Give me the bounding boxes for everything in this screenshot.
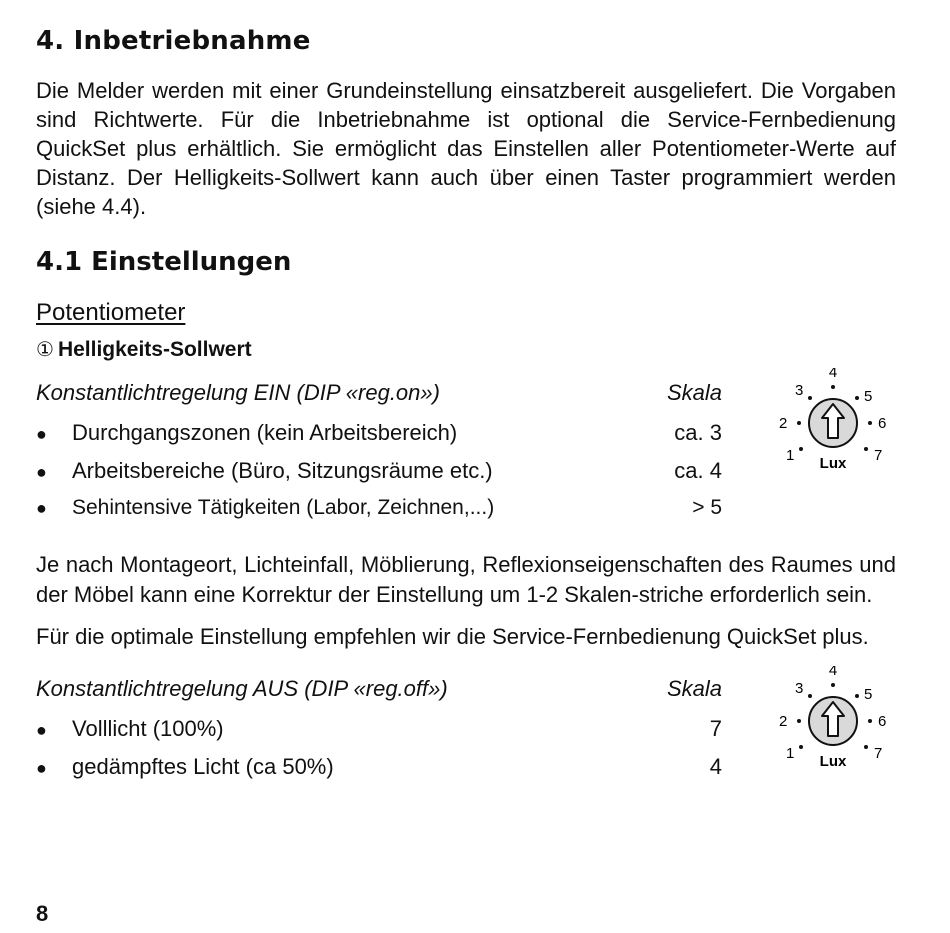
table-header-scale: Skala xyxy=(666,380,722,405)
bullet-icon: ● xyxy=(36,424,47,444)
dial-dot xyxy=(868,421,872,425)
table-row xyxy=(36,754,896,792)
dial-lux-label: Lux xyxy=(819,753,847,770)
dial-dot xyxy=(831,683,835,687)
dial-mark-4: 4 xyxy=(828,666,838,679)
item-title: Helligkeits-Sollwert xyxy=(57,337,252,361)
table-reg-on xyxy=(36,368,896,534)
dial-dot xyxy=(797,719,801,723)
dial-mark-3: 3 xyxy=(795,382,804,399)
dial-mark-1: 1 xyxy=(786,447,795,464)
row-value: 4 xyxy=(709,754,722,779)
row-label: Durchgangszonen (kein Arbeitsbereich) xyxy=(72,420,458,445)
dial-mark-6: 6 xyxy=(878,415,887,432)
bullet-icon: ● xyxy=(36,758,47,778)
table-row xyxy=(36,716,896,754)
bullet-icon: ● xyxy=(36,498,47,518)
row-value: ca. 3 xyxy=(674,420,722,445)
dial-dot xyxy=(799,447,803,451)
bullet-icon: ● xyxy=(36,720,47,740)
dial-mark-5: 5 xyxy=(864,388,873,405)
row-value: ca. 4 xyxy=(674,458,722,483)
dial-dot xyxy=(831,385,835,389)
table-header-scale: Skala xyxy=(666,676,722,701)
dial-dot xyxy=(808,694,812,698)
dial-mark-2: 2 xyxy=(779,415,788,432)
lux-dial-svg xyxy=(768,368,898,488)
lux-dial-diagram xyxy=(768,368,898,488)
dial-dot xyxy=(855,396,859,400)
page-number xyxy=(36,903,48,925)
intro-paragraph: Die Melder werden mit einer Grundeinstellung einsatzbereit ausgeliefert. Die Vorgaben sind Richtwerte. Für die Inbetriebnahme ist optional die Service-Fernbedienung QuickSet plus erhältlich. Sie ermöglicht das Einstellen aller Potentiometer-Werte auf Distanz. Der Helligkeits-Sollwert kann auch über einen Taster programmiert werden (siehe 4.4). xyxy=(36,78,896,219)
table-reg-off xyxy=(36,666,896,792)
lux-dial-diagram xyxy=(768,666,898,786)
row-value: 7 xyxy=(709,716,722,741)
document-page xyxy=(36,26,896,792)
note-paragraph-1: Je nach Montageort, Lichteinfall, Möblierung, Reflexionseigenschaften des Raumes und der Möbel kann eine Korrektur der Einstellung um 1-2 Skalen-striche erforderlich sein. xyxy=(36,552,896,607)
note-paragraph-2: Für die optimale Einstellung empfehlen wir die Service-Fernbedienung QuickSet plus. xyxy=(36,624,869,649)
subsection-title: 4.1 Einstellungen xyxy=(36,247,292,277)
dial-dot xyxy=(808,396,812,400)
dial-mark-6: 6 xyxy=(878,713,887,730)
dial-dot xyxy=(868,719,872,723)
setting-heading xyxy=(36,337,896,362)
table-header-label: Konstantlichtregelung EIN (DIP «reg.on») xyxy=(36,380,440,405)
table-row xyxy=(36,458,896,496)
lux-dial-svg xyxy=(768,666,898,786)
row-label: gedämpftes Licht (ca 50%) xyxy=(72,754,334,779)
item-number: ① xyxy=(36,339,54,361)
dial-dot xyxy=(855,694,859,698)
table-row xyxy=(36,420,896,458)
table-header xyxy=(36,676,896,716)
table-header xyxy=(36,380,896,420)
dial-mark-4: 4 xyxy=(828,368,838,381)
potentiometer-heading: Potentiometer xyxy=(36,299,186,326)
dial-lux-label: Lux xyxy=(819,455,847,472)
section-title: 4. Inbetriebnahme xyxy=(36,26,311,56)
dial-mark-5: 5 xyxy=(864,686,873,703)
dial-dot xyxy=(797,421,801,425)
dial-mark-7: 7 xyxy=(874,447,883,464)
dial-mark-3: 3 xyxy=(795,680,804,697)
row-value: > 5 xyxy=(692,496,722,519)
dial-mark-1: 1 xyxy=(786,745,795,762)
row-label: Sehintensive Tätigkeiten (Labor, Zeichnen,...) xyxy=(72,496,495,519)
table-row xyxy=(36,496,896,534)
bullet-icon: ● xyxy=(36,462,47,482)
dial-mark-7: 7 xyxy=(874,745,883,762)
dial-dot xyxy=(864,447,868,451)
dial-dot xyxy=(864,745,868,749)
dial-mark-2: 2 xyxy=(779,713,788,730)
row-label: Volllicht (100%) xyxy=(72,716,224,741)
page-number-text: 8 xyxy=(36,901,49,926)
table-header-label: Konstantlichtregelung AUS (DIP «reg.off») xyxy=(36,676,448,701)
dial-dot xyxy=(799,745,803,749)
row-label: Arbeitsbereiche (Büro, Sitzungsräume etc.) xyxy=(72,458,493,483)
